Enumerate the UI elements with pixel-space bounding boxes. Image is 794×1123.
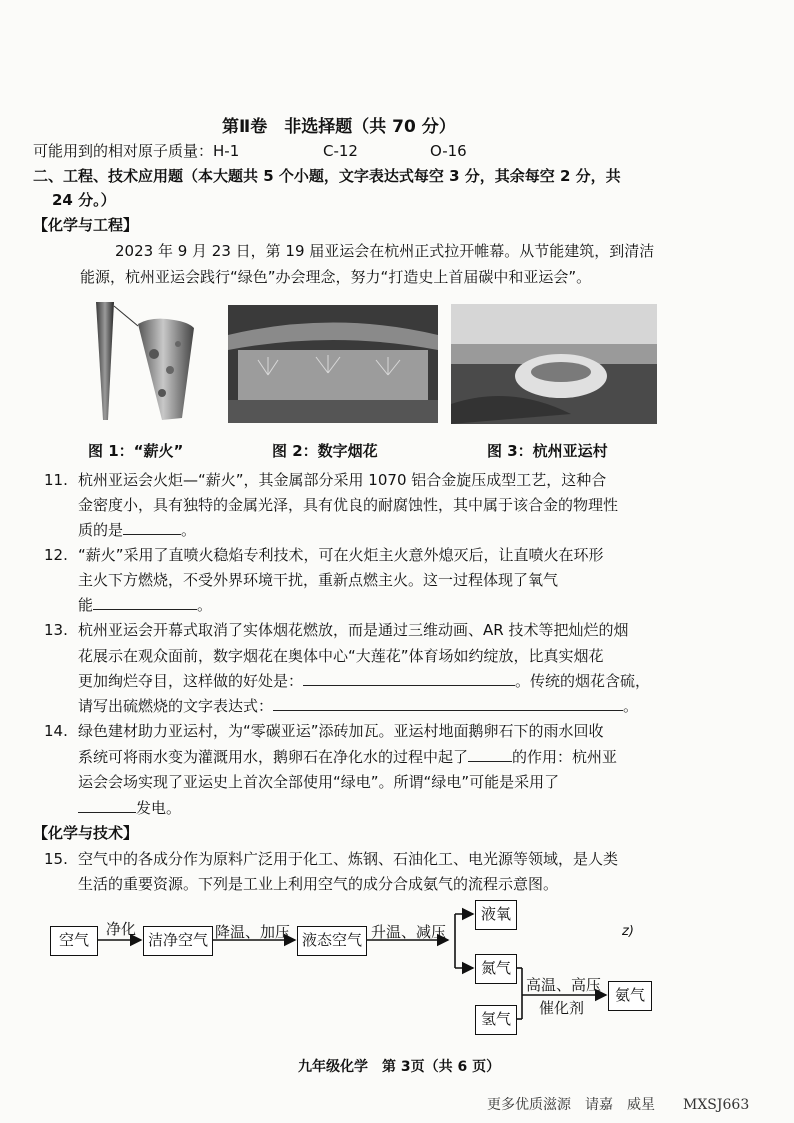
q13-end: 。 [623, 697, 639, 715]
flow-label-purify: 净化 [106, 920, 137, 938]
flow-label-catalyst: 催化剂 [539, 999, 585, 1017]
flow-box-liquid-oxygen: 液氧 [475, 900, 517, 930]
flow-box-clean-air: 洁净空气 [143, 926, 213, 956]
q11-line1: 杭州亚运会火炬—“薪火”，其金属部分采用 1070 铝合金旋压成型工艺，这种合 [78, 471, 607, 489]
atomic-mass-o: O-16 [430, 142, 467, 160]
part-chem-eng-heading: 【化学与工程】 [33, 216, 139, 234]
q12-number: 12. [44, 546, 68, 564]
atomic-mass-h: H-1 [213, 142, 240, 160]
q15-line1: 空气中的各成分作为原料广泛用于化工、炼钢、石油化工、电光源等领域，是人类 [78, 850, 619, 868]
q11-number: 11. [44, 471, 68, 489]
q15-number: 15. [44, 850, 68, 868]
flow-box-nitrogen: 氮气 [475, 954, 517, 984]
section-heading-line1: 二、工程、技术应用题（本大题共 5 个小题，文字表达式每空 3 分，其余每空 2 分，共 [33, 167, 621, 185]
q14-line1: 绿色建材助力亚运村，为“零碳亚运”添砖加瓦。亚运村地面鹅卵石下的雨水回收 [78, 722, 604, 740]
flow-label-conditions: 高温、高压 [526, 976, 602, 994]
q13-text-a: 更加绚烂夺目，这样做的好处是： [78, 672, 304, 690]
flow-box-hydrogen: 氢气 [475, 1005, 517, 1035]
q13-text-c: 请写出硫燃烧的文字表达式： [78, 697, 274, 715]
flow-box-liquid-air: 液态空气 [297, 926, 367, 956]
flow-label-heat-depress: 升温、减压 [371, 923, 447, 941]
q13-text-b: 。传统的烟花含硫， [515, 672, 651, 690]
flow-box-ammonia: 氨气 [608, 981, 652, 1011]
atomic-mass-label: 可能用到的相对原子质量： [33, 142, 214, 160]
q11-line2: 金密度小，具有独特的金属光泽，具有优良的耐腐蚀性，其中属于该合金的物理性 [78, 496, 619, 514]
q11-text: 质的是 [78, 521, 124, 539]
page-title: 第Ⅱ卷 非选择题（共 70 分） [222, 117, 456, 137]
handwritten-note: z) [622, 924, 634, 939]
intro-line2: 能源，杭州亚运会践行“绿色”办会理念，努力“打造史上首届碳中和亚运会”。 [80, 268, 592, 286]
figure2-caption: 图 2：数字烟花 [272, 442, 378, 460]
q14-text-b: 的作用：杭州亚 [512, 748, 618, 766]
flow-box-air: 空气 [50, 926, 98, 956]
figure1-caption: 图 1：“薪火” [88, 442, 184, 460]
intro-line1: 2023 年 9 月 23 日，第 19 届亚运会在杭州正式拉开帷幕。从节能建筑，到清洁 [115, 242, 655, 260]
q12-text: 能 [78, 596, 94, 614]
q13-line1: 杭州亚运会开幕式取消了实体烟花燃放，而是通过三维动画、AR 技术等把灿烂的烟 [78, 621, 629, 639]
page-footer: 九年级化学 第 3页（共 6 页） [298, 1059, 501, 1075]
q15-line2: 生活的重要资源。下列是工业上利用空气的成分合成氨气的流程示意图。 [78, 875, 559, 893]
figure3-caption: 图 3：杭州亚运村 [487, 442, 608, 460]
atomic-mass-c: C-12 [323, 142, 358, 160]
part-chem-tech-heading: 【化学与技术】 [33, 824, 139, 842]
q14-text-a: 系统可将雨水变为灌溉用水，鹅卵石在净化水的过程中起了 [78, 748, 469, 766]
watermark: 更多优质滋源 请嘉 威星 MXSJ663 [487, 1097, 750, 1113]
section-heading-line2: 24 分。） [52, 191, 116, 209]
q13-line2: 花展示在观众面前，数字烟花在奥体中心“大莲花”体育场如约绽放，比真实烟花 [78, 647, 604, 665]
q12-end: 。 [197, 596, 213, 614]
q13-number: 13. [44, 621, 68, 639]
q12-line2: 主火下方燃烧，不受外界环境干扰，重新点燃主火。这一过程体现了氧气 [78, 571, 559, 589]
q14-number: 14. [44, 722, 68, 740]
q11-end: 。 [181, 521, 197, 539]
q14-end: 发电。 [136, 799, 182, 817]
q14-line3: 运会会场实现了亚运史上首次全部使用“绿电”。所谓“绿电”可能是采用了 [78, 773, 560, 791]
q12-line1: “薪火”采用了直喷火稳焰专利技术，可在火炬主火意外熄灭后，让直喷火在环形 [78, 546, 604, 564]
flow-label-cool-press: 降温、加压 [215, 923, 291, 941]
